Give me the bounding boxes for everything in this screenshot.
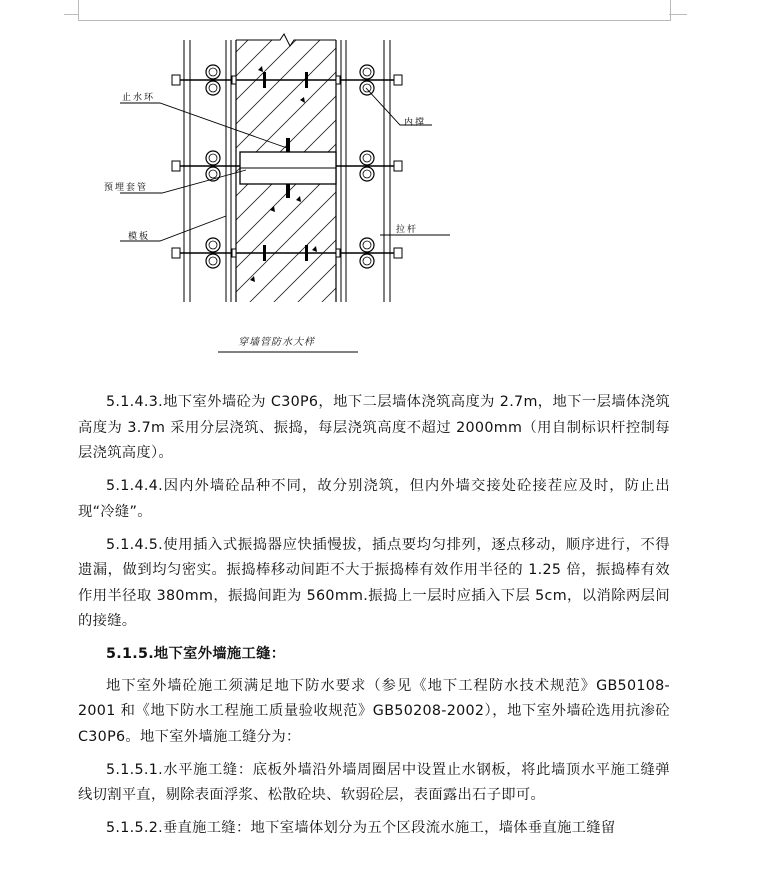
label-embedded-sleeve: 预埋套管 <box>104 183 149 193</box>
label-formwork: 模板 <box>128 232 151 242</box>
label-tie-rod: 拉杆 <box>396 225 419 235</box>
paragraph-5-1-4-3: 5.1.4.3.地下室外墙砼为 C30P6，地下二层墙体浇筑高度为 2.7m，地下一层墙体浇筑高度为 3.7m 采用分层浇筑、振捣，每层浇筑高度不超过 2000mm（用自制标识杆控制每层浇筑高度）。 <box>78 394 670 461</box>
paragraph-5-1-4-4: 5.1.4.4.因内外墙砼品种不同，故分别浇筑，但内外墙交接处砼接茬应及时，防止出现“冷缝”。 <box>78 478 670 520</box>
document-body <box>78 390 670 849</box>
figure-caption: 穿墙管防水大样 <box>238 337 315 348</box>
paragraph-5-1-5-2: 5.1.5.2.垂直施工缝：地下室墙体划分为五个区段流水施工，墙体垂直施工缝留 <box>106 820 616 836</box>
wall-pipe-waterproof-figure <box>0 0 761 370</box>
paragraph-5-1-4-5: 5.1.4.5.使用插入式振捣器应快插慢拔，插点要均匀排列，逐点移动，顺序进行，不得遗漏，做到均匀密实。振捣棒移动间距不大于振捣棒有效作用半径的 1.25 倍，振捣棒有效作用半径取 380mm，振捣间距为 560mm.振捣上一层时应插入下层 5cm，以消除两层间的接缝。 <box>78 536 670 629</box>
label-water-stop-ring: 止水环 <box>122 93 156 103</box>
paragraph-5-1-5-1: 5.1.5.1.水平施工缝：底板外墙沿外墙周圈居中设置止水钢板，将此墙顶水平施工缝弹线切割平直，剔除表面浮浆、松散砼块、软弱砼层，表面露出石子即可。 <box>78 761 670 803</box>
water-stop-ring-shape <box>286 138 290 152</box>
label-support: 内撑 <box>404 118 427 128</box>
paragraph-5-1-5-intro: 地下室外墙砼施工须满足地下防水要求（参见《地下工程防水技术规范》GB50108-2001 和《地下防水工程施工质量验收规范》GB50208-2002），地下室外墙砼选用抗渗砼 C30P6。地下室外墙施工缝分为： <box>78 677 670 745</box>
section-heading-5-1-5: 5.1.5.地下室外墙施工缝： <box>106 646 286 662</box>
